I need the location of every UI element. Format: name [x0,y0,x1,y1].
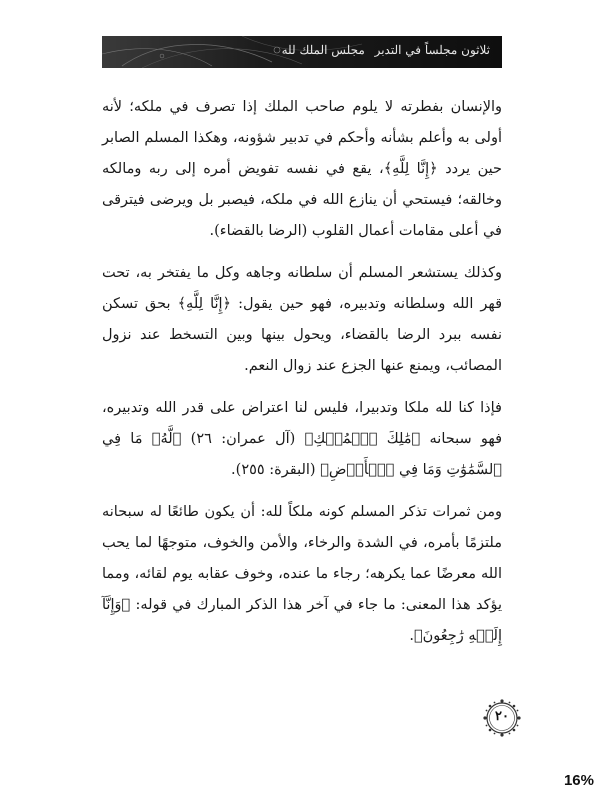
quran-quote: ﴿إِنَّا لِلَّهِ﴾ [177,296,232,312]
p4-line-3: معرضًا عما يكرهه؛ رجاء ما عنده، وخوف عقابه يوم لقائه، ومما يؤكد هذا [102,566,503,613]
p2-line-4: الجزع عند زوال النعم. [244,358,376,374]
p4-line-2: ملتزمًا بأمره، في الشدة والرخاء، والأمن والخوف، متوجهًا لما يحب الله [102,535,502,582]
p3-line-2: فهو سبحانه [429,431,503,447]
paragraph-3 [102,393,502,486]
page-number-ornament [482,698,522,738]
book-title: ثلاثون مجلساً في التدبر [374,43,490,57]
running-header-title [282,43,490,57]
paragraph-2 [102,258,502,382]
paragraph-1 [102,92,502,247]
quran-quote: ﴿لَّهُۥ مَا فِي ٱلسَّمَٰوَٰتِ وَمَا فِي [102,431,502,478]
p1-line-2: به وأعلم بشأنه وأحكم في تدبير شؤونه، وهكذا المسلم الصابر حين يردد [102,130,503,177]
p1-line-4: ينازع الله في ملكه، فيصبر بل ويرضى فيترقى في أعلى مقامات أعمال القلوب [102,192,502,239]
p2-line-3: الرضا بالقضاء، ويحول بينها وبين التسخط عند نزول المصائب، ويمنع عنها [102,327,502,374]
quran-quote: ﴿إِنَّا لِلَّهِ﴾ [383,161,438,177]
quran-quote: ﴿مَٰلِكَ ٱلۡمُلۡكِ﴾ [304,431,421,447]
p4-line-1: ومن ثمرات تذكر المسلم كونه ملكاً لله: أن يكون طائعًا له سبحانه [102,504,502,520]
p4-line-4: المعنى: ما جاء في آخر هذا الذكر المبارك في قوله: [135,597,447,613]
paragraph-4 [102,497,502,652]
p2-line-2-end: بحق تسكن نفسه ببرد [102,296,503,343]
header-band [102,36,502,68]
p3-line-1: فإذا كنا لله ملكا وتدبيرا، فليس لنا اعتراض على قدر الله وتدبيره، [102,400,502,416]
verse-reference: (آل عمران: ٢٦) [190,431,296,447]
p2-line-1: وكذلك يستشعر المسلم أن سلطانه وجاهه وكل ما يفتخر به، تحت قهر [102,265,503,312]
zoom-level-indicator: 16% [563,772,594,789]
verse-reference: (البقرة: ٢٥٥). [231,462,316,478]
p1-line-5: (الرضا بالقضاء). [209,223,308,239]
p2-line-2: الله وسلطانه وتدبيره، فهو حين يقول: [238,296,474,312]
p1-line-1: والإنسان بفطرته لا يلوم صاحب الملك إذا تصرف في ملكه؛ لأنه أولى [102,99,503,146]
page-number: ٢٠ [495,709,509,724]
chapter-title: مجلس الملك لله [281,43,365,57]
quran-quote: ﴿وَإِنَّآ إِلَيۡهِ رَٰجِعُونَ﴾. [102,597,502,644]
quran-quote: ٱلۡأَرۡضِ﴾ [320,462,395,478]
p1-line-3: ، يقع في نفسه تفويض أمره إلى ربه ومالكه وخالقه؛ فيستحي أن [102,161,503,208]
page-body [102,92,502,652]
